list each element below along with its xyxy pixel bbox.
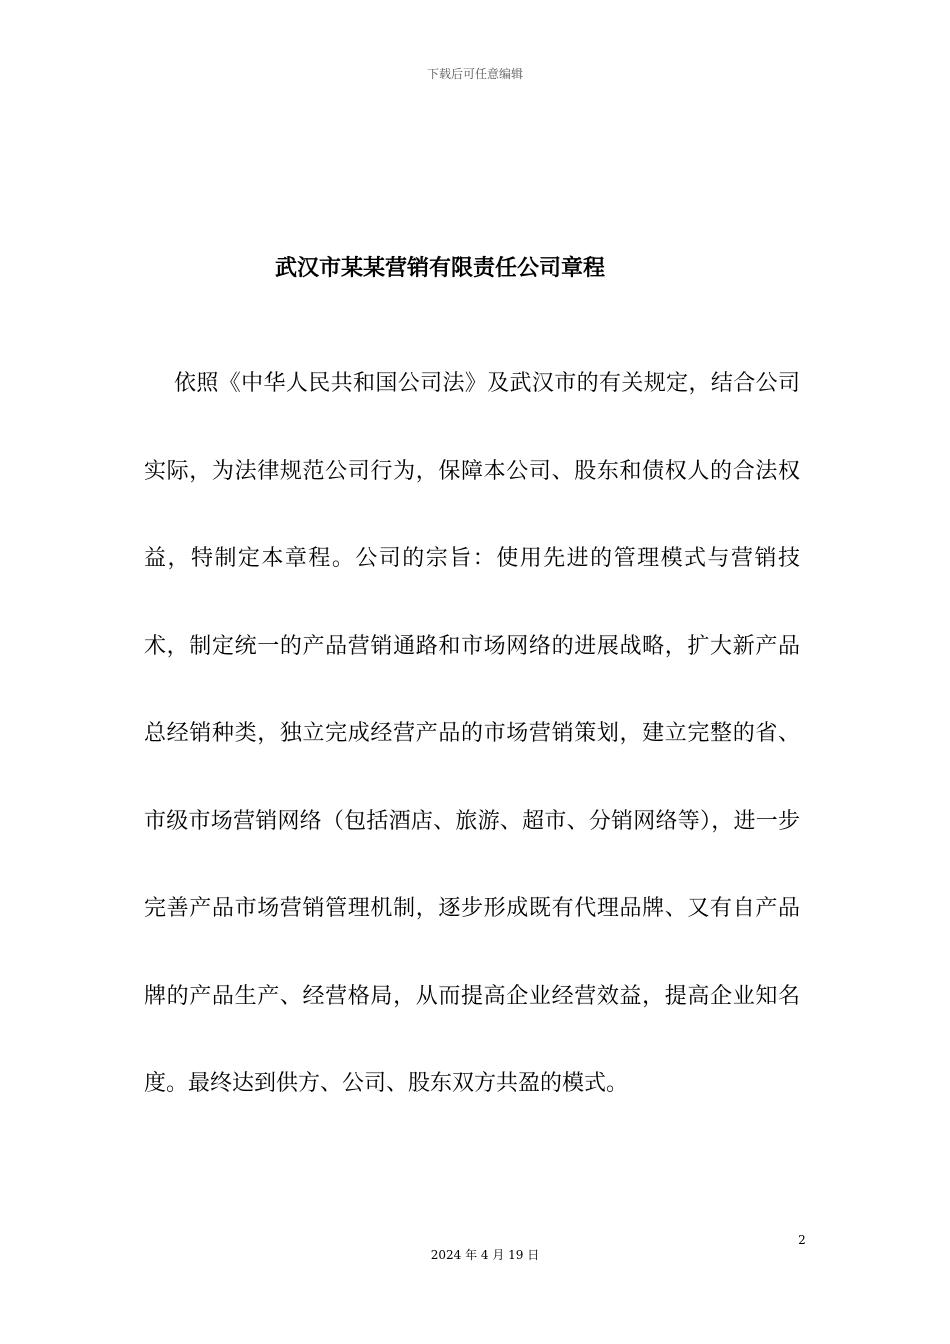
document-title: 武汉市某某营销有限责任公司章程 <box>274 256 605 281</box>
body-paragraph: 依照《中华人民共和国公司法》及武汉市的有关规定，结合公司实际，为法律规范公司行为，保障本公司、股东和债权人的合法权益，特制定本章程。公司的宗旨：使用先进的管理模式与营销技术，制定统一的产品营销通路和市场网络的进展战略，扩大新产品总经销种类，独立完成经营产品的市场营销策划，建立完整的省、市级市场营销网络（包括酒店、旅游、超市、分销网络等），进一步完善产品市场营销管理机制，逐步形成既有代理品牌、又有自产品牌的产品生产、经营格局，从而提高企业经营效益，提高企业知名度。最终达到供方、公司、股东双方共盈的模式。 <box>144 371 800 1096</box>
header-note: 下载后可任意编辑 <box>426 67 523 81</box>
page-number: 2 <box>798 1233 806 1247</box>
footer-date: 2024 年 4 月 19 日 <box>430 1248 540 1262</box>
